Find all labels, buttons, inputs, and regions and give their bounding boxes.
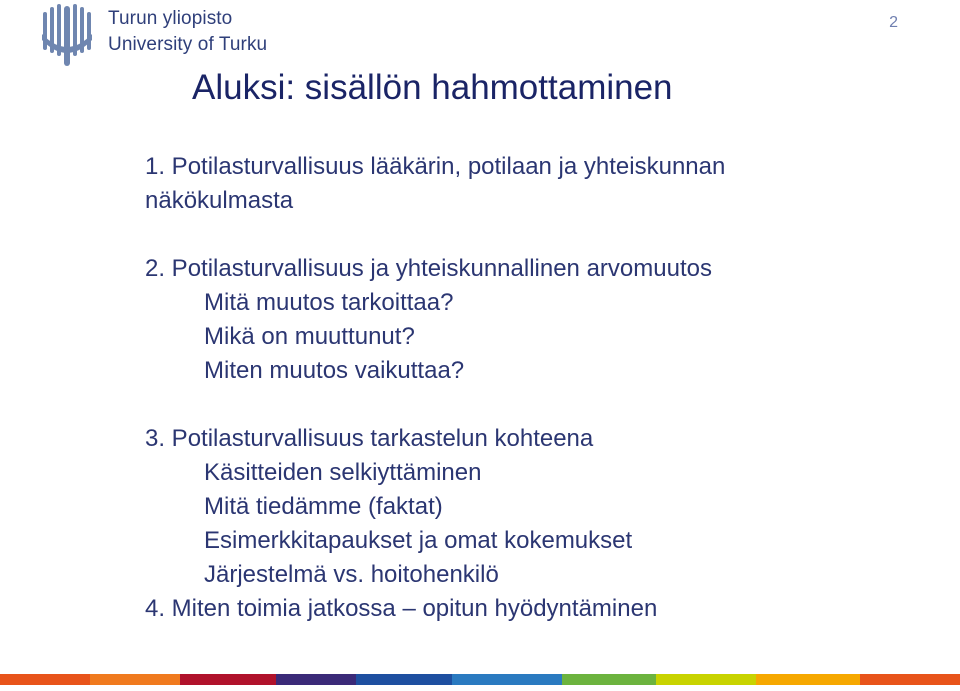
footer-segment: [0, 674, 90, 685]
footer-segment: [452, 674, 562, 685]
page-number: 2: [889, 14, 898, 31]
slide-content: [145, 150, 925, 626]
university-seal-icon: [38, 4, 98, 68]
item-1-line-2: näkökulmasta: [145, 187, 294, 214]
item-1-line-1: 1. Potilasturvallisuus lääkärin, potilaan ja yhteiskunnan: [145, 153, 726, 180]
logo-text-finnish: Turun yliopisto: [108, 8, 233, 29]
footer-segment: [276, 674, 356, 685]
item-3-sub-4: Järjestelmä vs. hoitohenkilö: [204, 561, 499, 588]
item-3-sub-1: Käsitteiden selkiyttäminen: [204, 459, 482, 486]
item-3-sub-3: Esimerkkitapaukset ja omat kokemukset: [204, 527, 633, 554]
footer-segment: [90, 674, 180, 685]
item-3-heading: 3. Potilasturvallisuus tarkastelun kohteena: [145, 425, 594, 452]
footer-color-bar: [0, 674, 960, 685]
item-3-sub-2: Mitä tiedämme (faktat): [204, 493, 443, 520]
item-2-sub-3: Miten muutos vaikuttaa?: [204, 357, 465, 384]
footer-segment: [562, 674, 656, 685]
slide-title: Aluksi: sisällön hahmottaminen: [192, 68, 673, 107]
item-2-sub-1: Mitä muutos tarkoittaa?: [204, 289, 454, 316]
item-4: 4. Miten toimia jatkossa – opitun hyödyntäminen: [145, 595, 658, 622]
footer-segment: [356, 674, 452, 685]
footer-segment: [656, 674, 756, 685]
item-2-heading: 2. Potilasturvallisuus ja yhteiskunnallinen arvomuutos: [145, 255, 712, 282]
university-logo: [38, 4, 278, 68]
footer-segment: [180, 674, 276, 685]
logo-text-english: University of Turku: [108, 34, 268, 55]
footer-segment: [860, 674, 960, 685]
item-2-sub-2: Mikä on muuttunut?: [204, 323, 415, 350]
footer-segment: [756, 674, 860, 685]
